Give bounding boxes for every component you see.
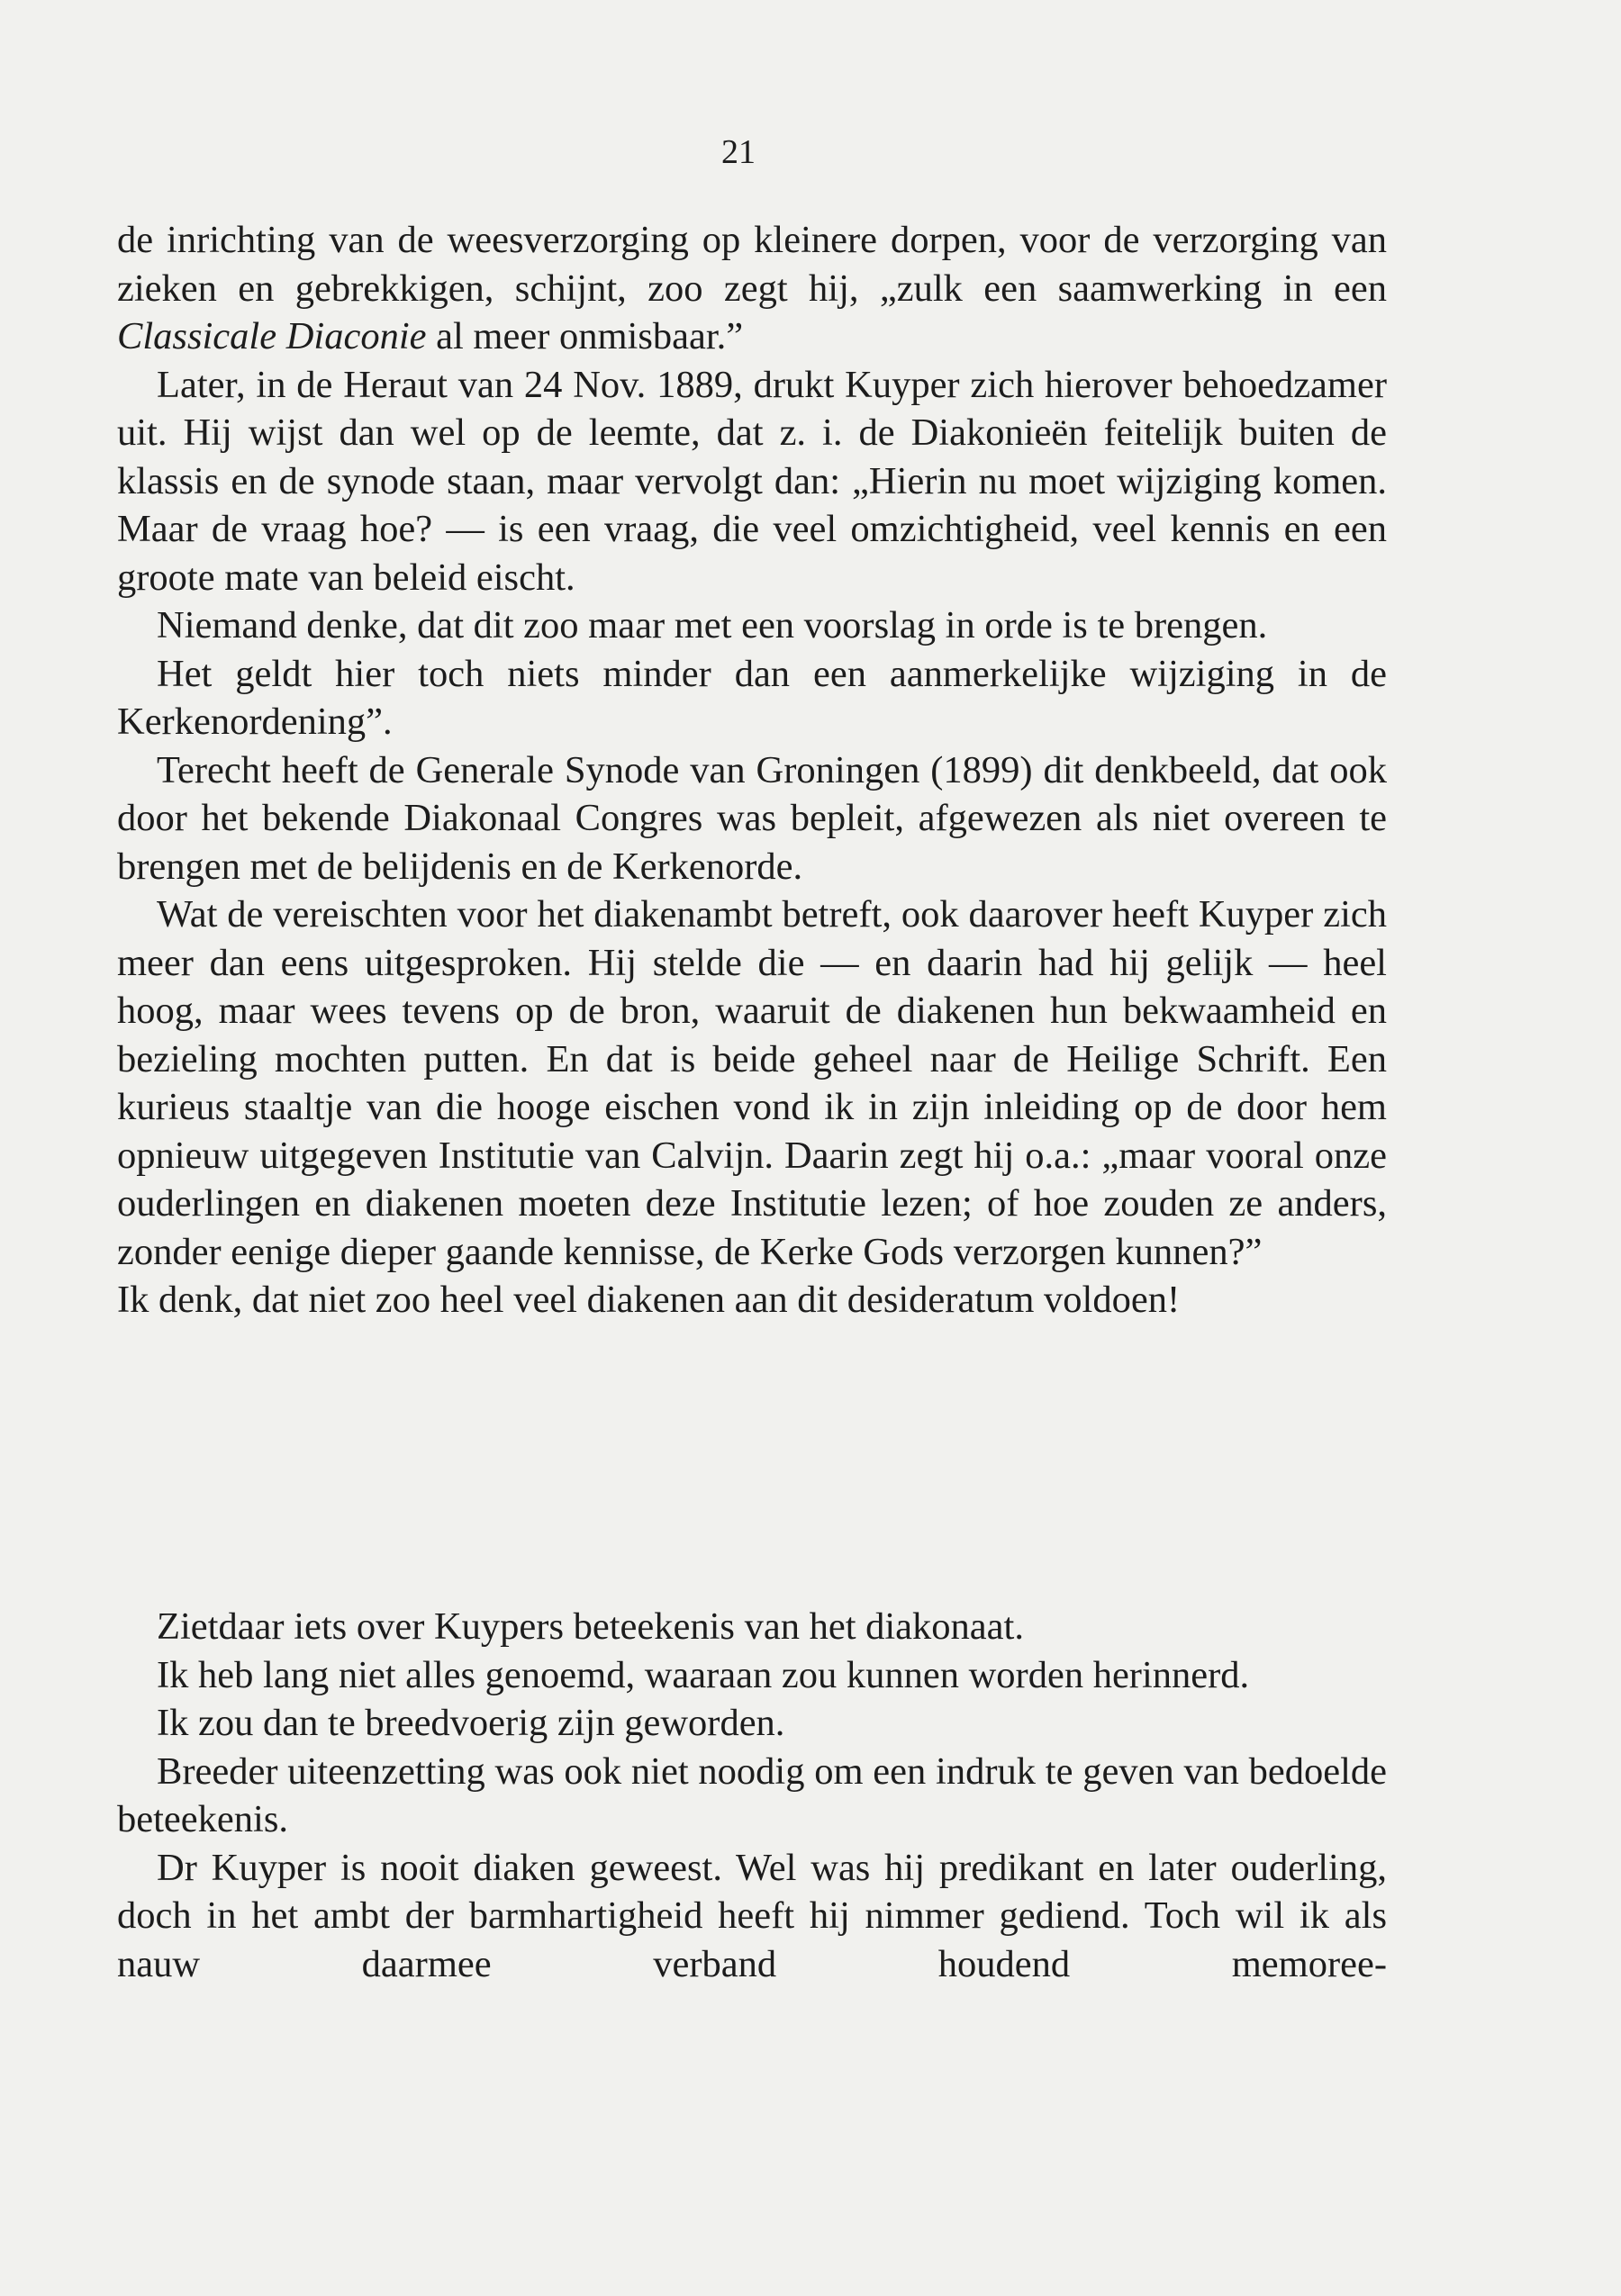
paragraph-2: Later, in de Heraut van 24 Nov. 1889, drukt Kuyper zich hierover behoedzamer uit. Hij wijst dan wel op de leemte, dat z. i. de Diakonieën feitelijk buiten de klassis en de synode staan, maar vervolgt dan: „Hierin nu moet wijziging komen. Maar de vraag hoe? — is een vraag, die veel omzichtigheid, veel kennis en een groote mate van beleid eischt. — [117, 363, 1387, 599]
paragraph-11: Breeder uiteenzetting was ook niet noodig om een indruk te geven van bedoelde beteekenis. — [117, 1749, 1387, 1840]
paragraph-1-text-a: de inrichting van de weesverzorging op kleinere dorpen, voor de verzorging van zieken en gebrekkigen, schijnt, zoo zegt hij, „zulk een saamwerking in een — [117, 219, 1387, 310]
paragraph-6: Wat de vereischten voor het diakenambt betreft, ook daarover heeft Kuyper zich meer dan eens uitgesproken. Hij stelde die — en daarin had hij gelijk — heel hoog, maar wees tevens op de bron, waaruit de diakenen hun bekwaamheid en bezieling mochten putten. En dat is beide geheel naar de Heilige Schrift. Een kurieus staaltje van die hooge eischen vond ik in zijn inleiding op de door hem opnieuw uitgegeven Institutie van Calvijn. Daarin zegt hij o.a.: „maar vooral onze ouderlingen en diakenen moeten deze Institutie lezen; of hoe zouden ze anders, zonder eenige dieper gaande kennisse, de Kerke Gods verzorgen kunnen?” — [117, 893, 1387, 1273]
text-block-lower — [117, 1603, 1387, 1988]
page-number: 21 — [721, 133, 756, 171]
paragraph-7: Ik denk, dat niet zoo heel veel diakenen aan dit desideratum voldoen! — [117, 1279, 1181, 1321]
text-block-upper — [117, 216, 1387, 1324]
paragraph-1-italic-term: Classicale Diaconie — [117, 315, 427, 357]
paragraph-10: Ik zou dan te breedvoerig zijn geworden. — [157, 1702, 785, 1744]
paragraph-5: Terecht heeft de Generale Synode van Groningen (1899) dit denkbeeld, dat ook door het bekende Diakonaal Congres was bepleit, afgewezen als niet overeen te brengen met de belijdenis en de Kerkenorde. — [117, 748, 1387, 888]
paragraph-9: Ik heb lang niet alles genoemd, waaraan zou kunnen worden herinnerd. — [157, 1653, 1250, 1696]
paragraph-12: Dr Kuyper is nooit diaken geweest. Wel was hij predikant en later ouderling, doch in het ambt der barmhartigheid heeft hij nimmer gediend. Toch wil ik als nauw daarmee verband houdend memoree- — [117, 1846, 1387, 1985]
paragraph-1-text-b: al meer onmisbaar.” — [426, 315, 744, 357]
paragraph-3: Niemand denke, dat dit zoo maar met een voorslag in orde is te brengen. — [157, 604, 1268, 646]
paragraph-8: Zietdaar iets over Kuypers beteekenis van het diakonaat. — [157, 1605, 1024, 1648]
paragraph-1 — [117, 216, 1387, 361]
paragraph-4: Het geldt hier toch niets minder dan een aanmerkelijke wijziging in de Kerkenordening”. — [117, 652, 1387, 743]
